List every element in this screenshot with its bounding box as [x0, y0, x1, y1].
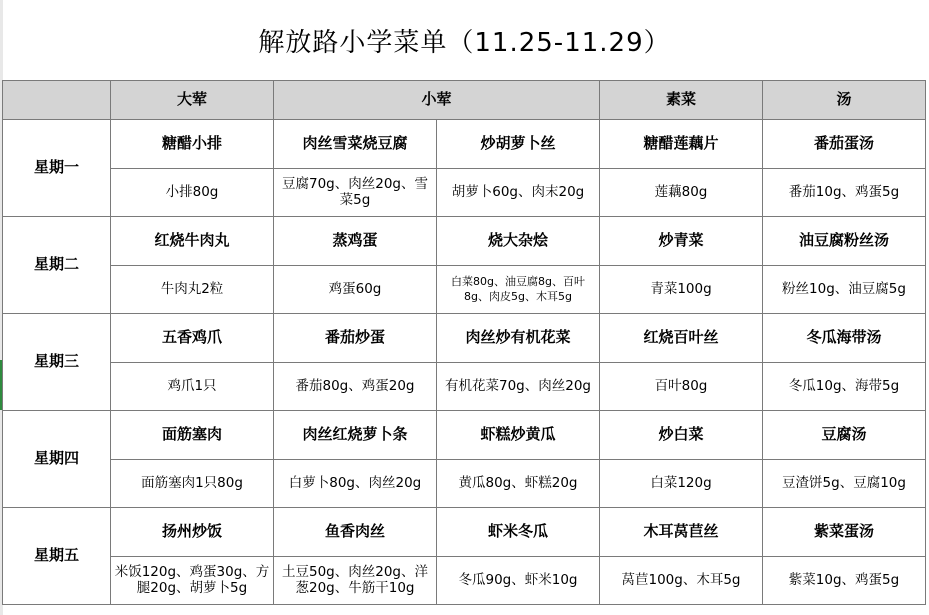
ingredient-amount: 鸡爪1只 [111, 363, 274, 411]
dish-name: 炒胡萝卜丝 [437, 120, 600, 169]
dish-name: 面筋塞肉 [111, 411, 274, 460]
ingredient-amount: 有机花菜70g、肉丝20g [437, 363, 600, 411]
dish-name: 烧大杂烩 [437, 217, 600, 266]
page-title: 解放路小学菜单（11.25-11.29） [258, 28, 671, 58]
dish-name: 红烧百叶丝 [600, 314, 763, 363]
day-label: 星期四 [3, 411, 111, 508]
dish-name: 冬瓜海带汤 [763, 314, 926, 363]
ingredient-amount: 牛肉丸2粒 [111, 266, 274, 314]
ingredient-row [3, 363, 926, 411]
header-soup: 汤 [763, 81, 926, 120]
dish-name: 五香鸡爪 [111, 314, 274, 363]
ingredient-amount: 白菜80g、油豆腐8g、百叶8g、肉皮5g、木耳5g [437, 266, 600, 314]
ingredient-amount: 豆腐70g、肉丝20g、雪菜5g [274, 169, 437, 217]
ingredient-amount: 莴苣100g、木耳5g [600, 557, 763, 605]
dish-name: 肉丝雪菜烧豆腐 [274, 120, 437, 169]
dish-name: 番茄蛋汤 [763, 120, 926, 169]
ingredient-amount: 冬瓜10g、海带5g [763, 363, 926, 411]
ingredient-amount: 白萝卜80g、肉丝20g [274, 460, 437, 508]
ingredient-amount: 白菜120g [600, 460, 763, 508]
day-label: 星期一 [3, 120, 111, 217]
dish-name: 蒸鸡蛋 [274, 217, 437, 266]
dish-name: 紫菜蛋汤 [763, 508, 926, 557]
dish-name: 扬州炒饭 [111, 508, 274, 557]
header-vegetable: 素菜 [600, 81, 763, 120]
ingredient-amount: 百叶80g [600, 363, 763, 411]
ingredient-amount: 胡萝卜60g、肉末20g [437, 169, 600, 217]
ingredient-amount: 番茄80g、鸡蛋20g [274, 363, 437, 411]
dish-row [3, 314, 926, 363]
dish-name: 炒青菜 [600, 217, 763, 266]
ingredient-amount: 鸡蛋60g [274, 266, 437, 314]
dish-name: 糖醋小排 [111, 120, 274, 169]
ingredient-amount: 青菜100g [600, 266, 763, 314]
ingredient-amount: 冬瓜90g、虾米10g [437, 557, 600, 605]
header-row [3, 81, 926, 120]
ingredient-amount: 土豆50g、肉丝20g、洋葱20g、牛筋干10g [274, 557, 437, 605]
ingredient-amount: 黄瓜80g、虾糕20g [437, 460, 600, 508]
dish-name: 虾米冬瓜 [437, 508, 600, 557]
ingredient-amount: 番茄10g、鸡蛋5g [763, 169, 926, 217]
dish-row [3, 120, 926, 169]
header-main-dish: 大荤 [111, 81, 274, 120]
dish-name: 红烧牛肉丸 [111, 217, 274, 266]
dish-name: 木耳莴苣丝 [600, 508, 763, 557]
ingredient-amount: 粉丝10g、油豆腐5g [763, 266, 926, 314]
ingredient-amount: 豆渣饼5g、豆腐10g [763, 460, 926, 508]
dish-name: 肉丝红烧萝卜条 [274, 411, 437, 460]
dish-name: 肉丝炒有机花菜 [437, 314, 600, 363]
dish-row [3, 508, 926, 557]
dish-name: 番茄炒蛋 [274, 314, 437, 363]
ingredient-row [3, 460, 926, 508]
dish-name: 鱼香肉丝 [274, 508, 437, 557]
ingredient-amount: 面筋塞肉1只80g [111, 460, 274, 508]
dish-name: 炒白菜 [600, 411, 763, 460]
day-label: 星期五 [3, 508, 111, 605]
corner-cell [3, 81, 111, 120]
ingredient-amount: 紫菜10g、鸡蛋5g [763, 557, 926, 605]
dish-row [3, 217, 926, 266]
ingredient-row [3, 266, 926, 314]
menu-table [2, 80, 926, 605]
dish-name: 豆腐汤 [763, 411, 926, 460]
day-label: 星期二 [3, 217, 111, 314]
header-side-dish: 小荤 [274, 81, 600, 120]
ingredient-row [3, 557, 926, 605]
ingredient-amount: 米饭120g、鸡蛋30g、方腿20g、胡萝卜5g [111, 557, 274, 605]
dish-name: 虾糕炒黄瓜 [437, 411, 600, 460]
dish-name: 油豆腐粉丝汤 [763, 217, 926, 266]
ingredient-amount: 莲藕80g [600, 169, 763, 217]
dish-row [3, 411, 926, 460]
day-label: 星期三 [3, 314, 111, 411]
ingredient-row [3, 169, 926, 217]
dish-name: 糖醋莲藕片 [600, 120, 763, 169]
ingredient-amount: 小排80g [111, 169, 274, 217]
